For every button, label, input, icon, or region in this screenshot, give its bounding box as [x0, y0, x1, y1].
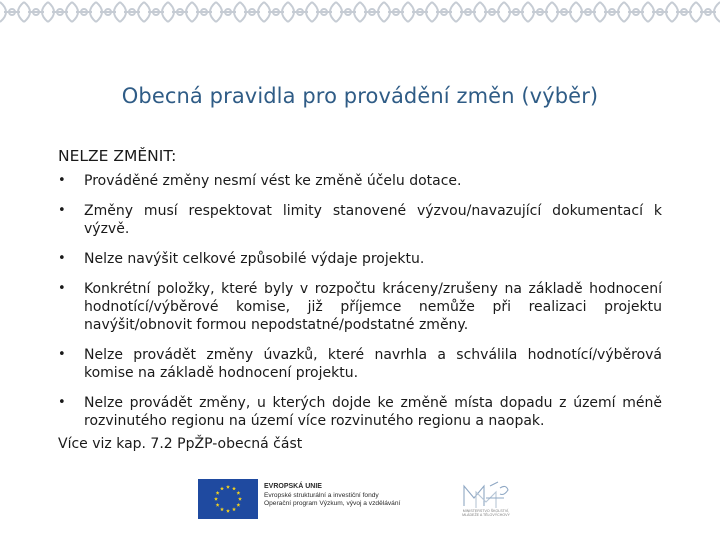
- pattern-tile: [24, 2, 48, 22]
- eu-logo-line-3: Operační program Výzkum, vývoj a vzdělávání: [264, 500, 401, 508]
- rules-list: [58, 172, 662, 442]
- pattern-tile: [552, 2, 576, 22]
- pattern-tile: [144, 2, 168, 22]
- pattern-tile: [648, 2, 672, 22]
- rule-item: • Prováděné změny nesmí vést ke změně účelu dotace.: [58, 172, 662, 190]
- pattern-tile: [288, 2, 312, 22]
- pattern-tile: [120, 2, 144, 22]
- ministry-logo-line-1: MINISTERSTVO ŠKOLSTVÍ,: [462, 509, 510, 513]
- pattern-tile: [432, 2, 456, 22]
- pattern-tile: [48, 2, 72, 22]
- pattern-tile: [96, 2, 120, 22]
- pattern-tile: [168, 2, 192, 22]
- eu-logo-line-2: Evropské strukturální a investiční fondy: [264, 491, 379, 499]
- pattern-tile: [456, 2, 480, 22]
- pattern-tile: [672, 2, 696, 22]
- pattern-tile: [336, 2, 360, 22]
- pattern-tile: [408, 2, 432, 22]
- pattern-tile: [528, 2, 552, 22]
- ministry-logo-line-2: MLÁDEŽE A TĚLOVÝCHOVY: [462, 513, 510, 518]
- pattern-tile: [600, 2, 624, 22]
- pattern-tile: [576, 2, 600, 22]
- ministry-logo-text: [446, 509, 526, 518]
- pattern-tile: [480, 2, 504, 22]
- eu-flag-icon: [198, 479, 258, 519]
- pattern-tile: [0, 2, 24, 22]
- pattern-tile: [696, 2, 720, 22]
- eu-logo-line-1: EVROPSKÁ UNIE: [264, 483, 322, 490]
- footnote-reference: Více viz kap. 7.2 PpŽP-obecná část: [58, 436, 303, 452]
- pattern-tile: [72, 2, 96, 22]
- pattern-tile: [192, 2, 216, 22]
- pattern-tile: [264, 2, 288, 22]
- section-heading: NELZE ZMĚNIT:: [58, 147, 177, 165]
- rule-item: • Nelze provádět změny úvazků, které navrhla a schválila hodnotící/výběrová komise na základě hodnocení projektu.: [58, 346, 662, 382]
- pattern-tile: [384, 2, 408, 22]
- pattern-tile: [240, 2, 264, 22]
- pattern-tile: [216, 2, 240, 22]
- pattern-tile: [624, 2, 648, 22]
- rule-item: • Nelze provádět změny, u kterých dojde ke změně místa dopadu z území méně rozvinutého regionu na území více rozvinutého regionu a naopak.: [58, 394, 662, 430]
- rule-item: • Konkrétní položky, které byly v rozpočtu kráceny/zrušeny na základě hodnocení hodnotící/výběrové komise, již příjemce nemůže při realizaci projektu navýšit/obnovit formou nepodstatné/podstatné změny.: [58, 280, 662, 334]
- rule-item: • Změny musí respektovat limity stanovené výzvou/navazující dokumentací k výzvě.: [58, 202, 662, 238]
- pattern-tile: [504, 2, 528, 22]
- rule-item: • Nelze navýšit celkové způsobilé výdaje projektu.: [58, 250, 662, 268]
- eu-logo-text: [264, 483, 444, 509]
- slide-title: Obecná pravidla pro provádění změn (výběr): [121, 84, 599, 108]
- pattern-tile: [312, 2, 336, 22]
- pattern-tile: [360, 2, 384, 22]
- logo-bar: [196, 478, 526, 522]
- decorative-pattern-band: [0, 0, 720, 24]
- pattern-icon: [0, 0, 720, 24]
